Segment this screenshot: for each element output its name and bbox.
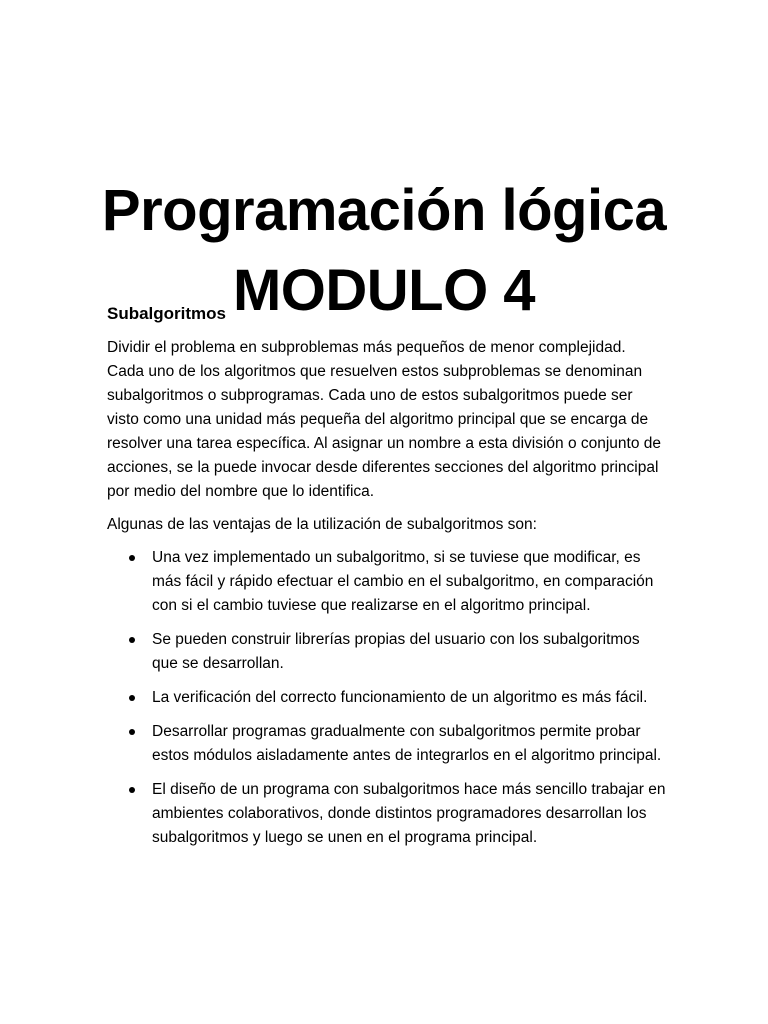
- bullet-icon: [129, 695, 135, 701]
- list-item-text: Desarrollar programas gradualmente con subalgoritmos permite probar estos módulos aisladamente antes de integrarlos en el algoritmo principal.: [152, 723, 662, 764]
- advantages-intro-paragraph: Algunas de las ventajas de la utilización de subalgoritmos son:: [107, 516, 537, 533]
- list-item-text: Una vez implementado un subalgoritmo, si se tuviese que modificar, es más fácil y rápido efectuar el cambio en el subalgoritmo, en comparación con si el cambio tuviese que realizarse en el algoritmo principal.: [152, 549, 654, 614]
- bullet-icon: [129, 787, 135, 793]
- list-item: [107, 720, 667, 768]
- section-heading: Subalgoritmos: [107, 304, 227, 323]
- list-item-text: La verificación del correcto funcionamiento de un algoritmo es más fácil.: [152, 689, 648, 706]
- document-body: [107, 302, 667, 860]
- title-line-1: Programación lógica: [101, 177, 667, 243]
- list-item-text: El diseño de un programa con subalgoritmos hace más sencillo trabajar en ambientes colaborativos, donde distintos programadores desarrollan los subalgoritmos y luego se unen en el programa principal.: [152, 781, 666, 846]
- bullet-icon: [129, 555, 135, 561]
- list-item: [107, 546, 667, 618]
- bullet-icon: [129, 637, 135, 643]
- bullet-icon: [129, 729, 135, 735]
- advantages-list: [107, 546, 667, 850]
- intro-paragraph: Dividir el problema en subproblemas más pequeños de menor complejidad. Cada uno de los algoritmos que resuelven estos subproblemas se denominan subalgoritmos o subprogramas. Cada uno de estos subalgoritmos puede ser visto como una unidad más pequeña del algoritmo principal que se encarga de resolver una tarea específica. Al asignar un nombre a esta división o conjunto de acciones, se la puede invocar desde diferentes secciones del algoritmo principal por medio del nombre que lo identifica.: [107, 339, 662, 500]
- list-item: [107, 686, 667, 710]
- list-item: [107, 778, 667, 850]
- title-line-2: MODULO 4: [232, 257, 536, 323]
- list-item-text: Se pueden construir librerías propias del usuario con los subalgoritmos que se desarrollan.: [152, 631, 640, 672]
- list-item: [107, 628, 667, 676]
